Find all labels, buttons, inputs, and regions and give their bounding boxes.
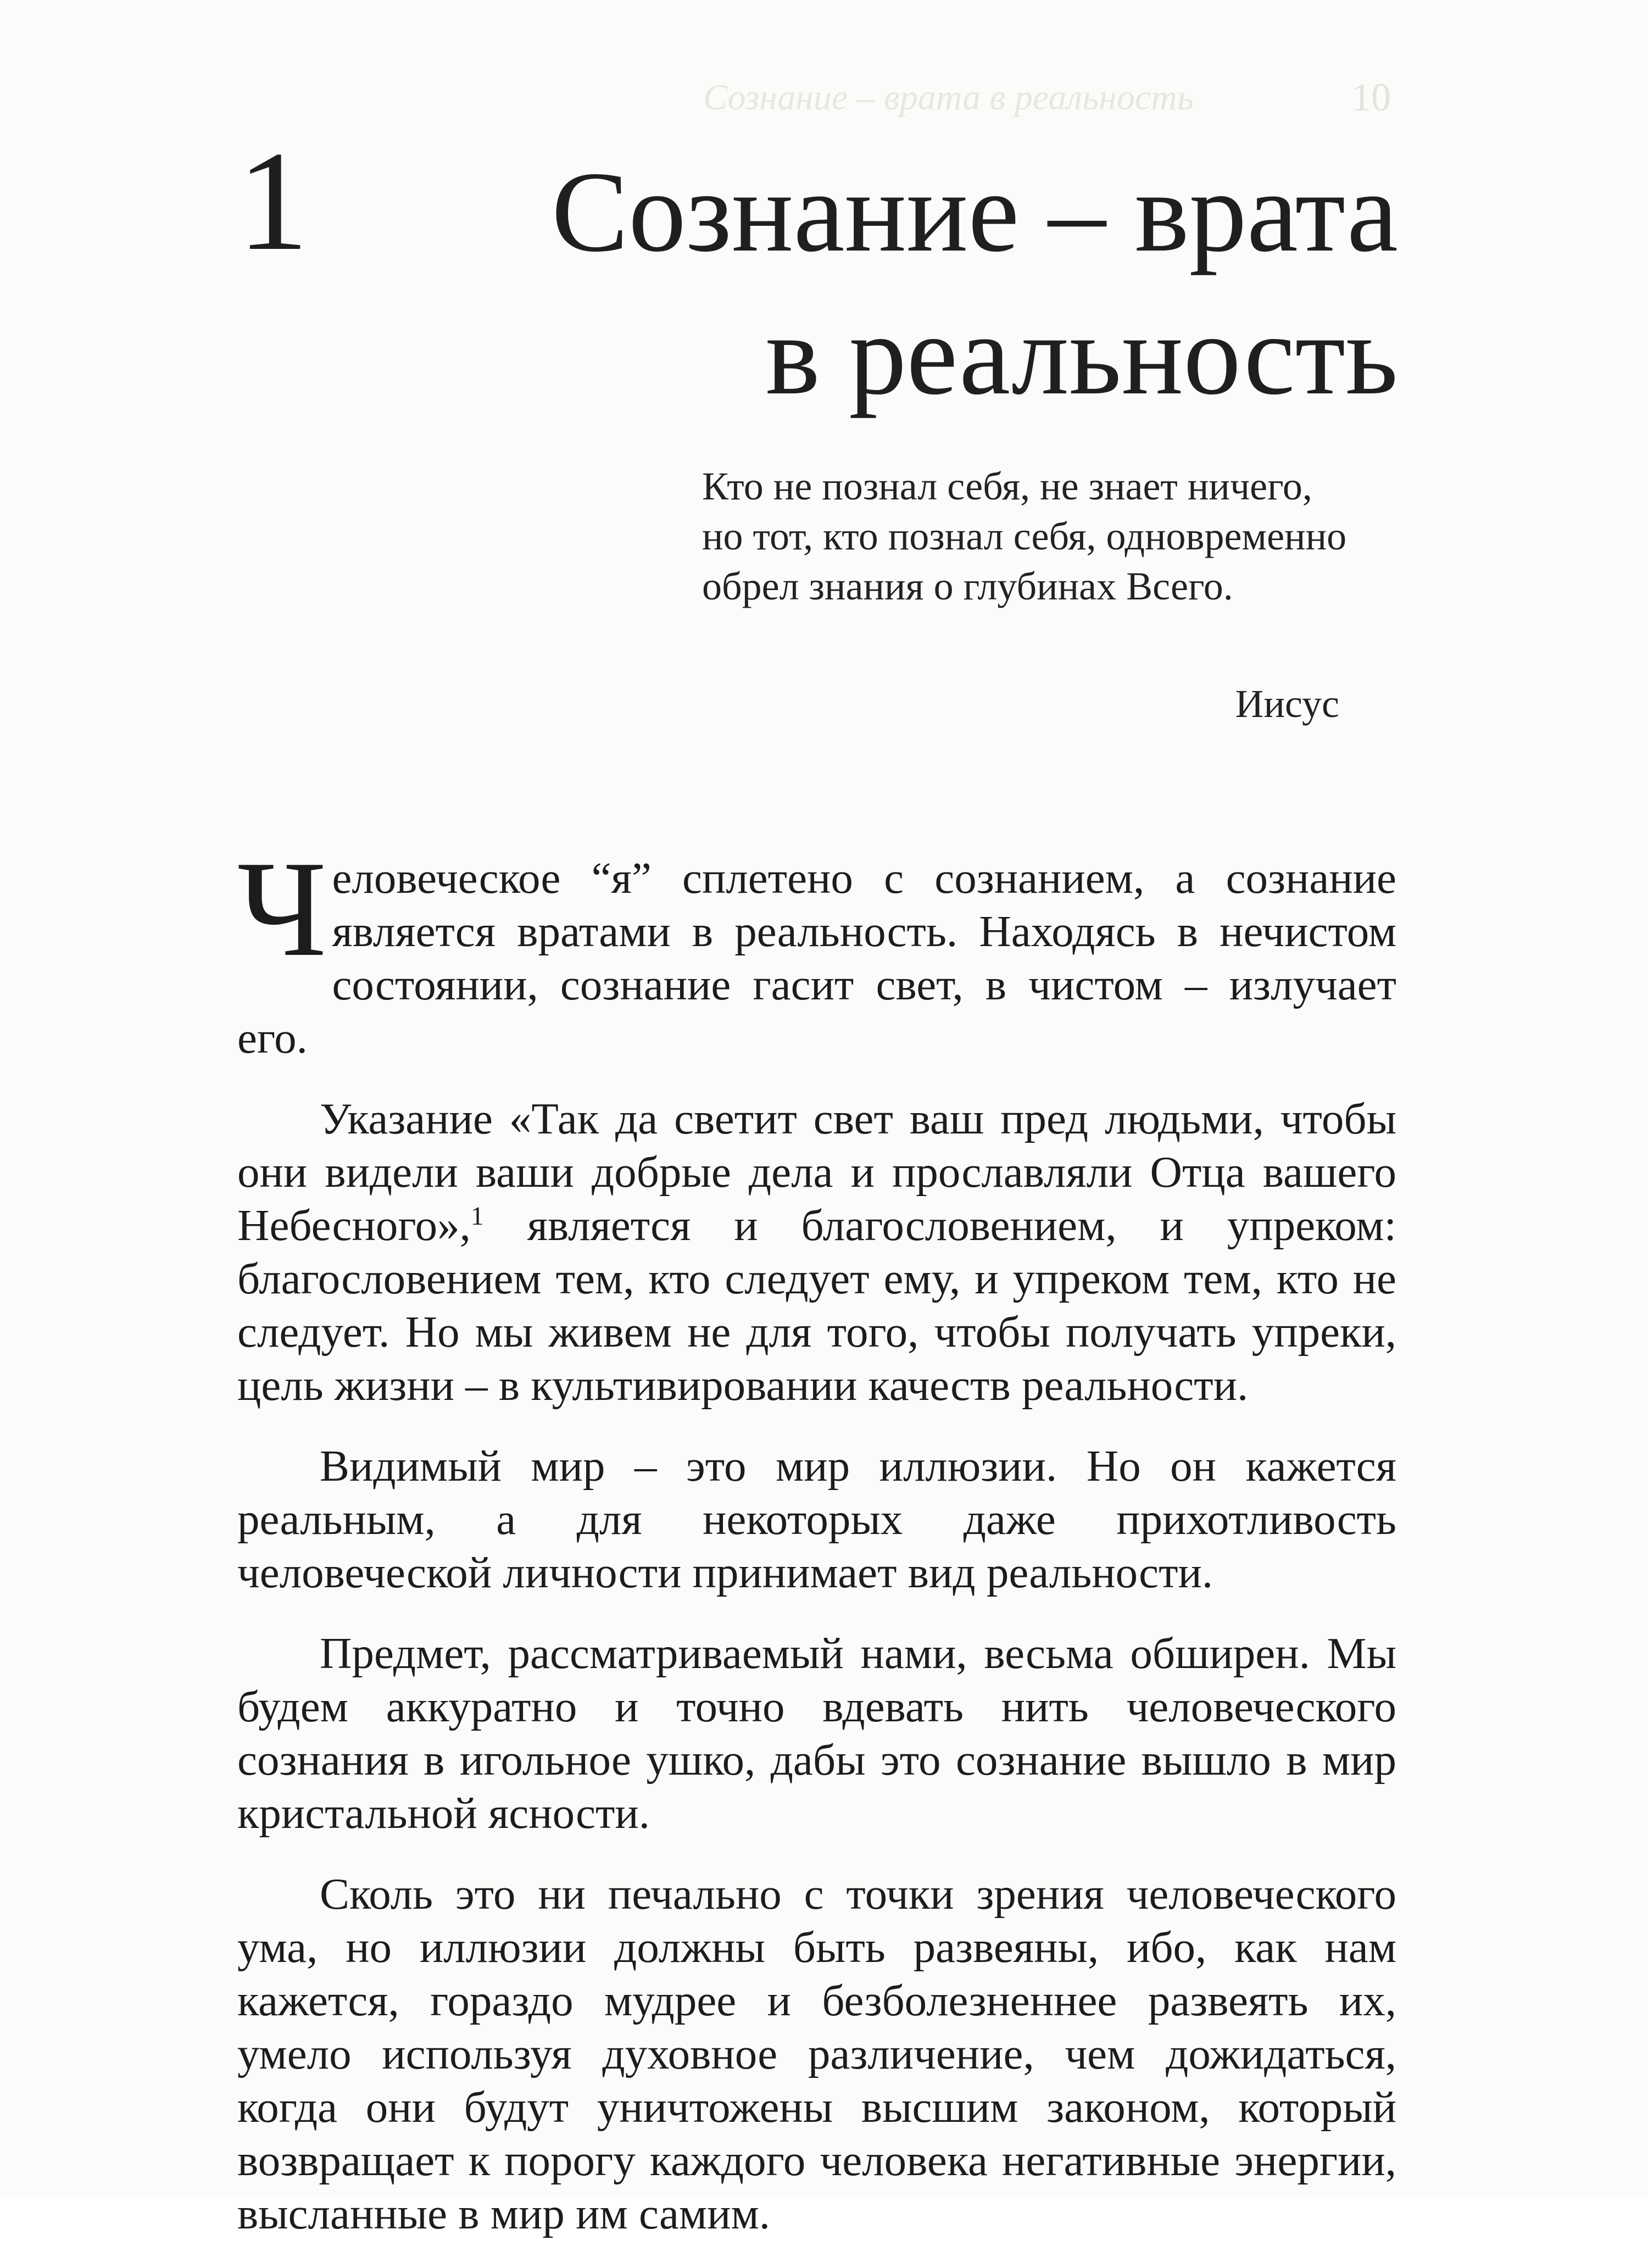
paragraph-1 [237, 833, 1396, 1065]
chapter-title: Сознание – врата в реальность [551, 148, 1398, 419]
chapter-number: 1 [237, 122, 309, 280]
paragraph-4: Предмет, рассматриваемый нами, весьма обширен. Мы будем аккуратно и точно вдевать нить человеческого сознания в игольное ушко, дабы это сознание вышло в мир кристальной ясности. [237, 1628, 1396, 1838]
show-through-page-number: 10 [1351, 75, 1391, 119]
paragraph-1-text: еловеческое “я” сплетено с сознанием, а сознание является вратами в реальность. Находясь в нечистом состоянии, сознание гасит свет, в чистом – излучает его. [237, 853, 1396, 1063]
epigraph-author: Иисус [1235, 682, 1339, 726]
epigraph-quote: Кто не познал себя, не знает ничего, но тот, кто познал себя, одновременно обрел знания о глубинах Всего. [702, 464, 1347, 608]
paragraph-2-rest: является и благословением, и упреком: благословением тем, кто следует ему, и упреком тем, кто не следует. Но мы живем не для того, чтобы получать упреки, цель жизни – в культивировании качеств реальности. [237, 1200, 1396, 1410]
drop-cap: Ч [237, 833, 327, 985]
chapter-body [237, 824, 1396, 2268]
paragraph-2 [237, 1092, 1396, 1412]
show-through-running-header: Сознание – врата в реальность [703, 77, 1194, 118]
paragraph-5: Сколь это ни печально с точки зрения человеческого ума, но иллюзии должны быть развеяны, ибо, как нам кажется, гораздо мудрее и безболезненнее развеять их, умело используя духовное различение, чем дожидаться, когда они будут уничтожены высшим законом, который возвращает к порогу каждого человека негативные энергии, высланные в мир им самим. [237, 1869, 1396, 2238]
paragraph-3: Видимый мир – это мир иллюзии. Но он кажется реальным, а для некоторых даже прихотливость человеческой личности принимает вид реальности. [237, 1441, 1396, 1597]
footnote-marker[interactable]: 1 [470, 1202, 484, 1231]
paragraph-2-quote: Указание «Так да светит свет ваш пред людьми, чтобы они видели ваши добрые дела и прославляли Отца вашего Небесного», [237, 1094, 1396, 1250]
